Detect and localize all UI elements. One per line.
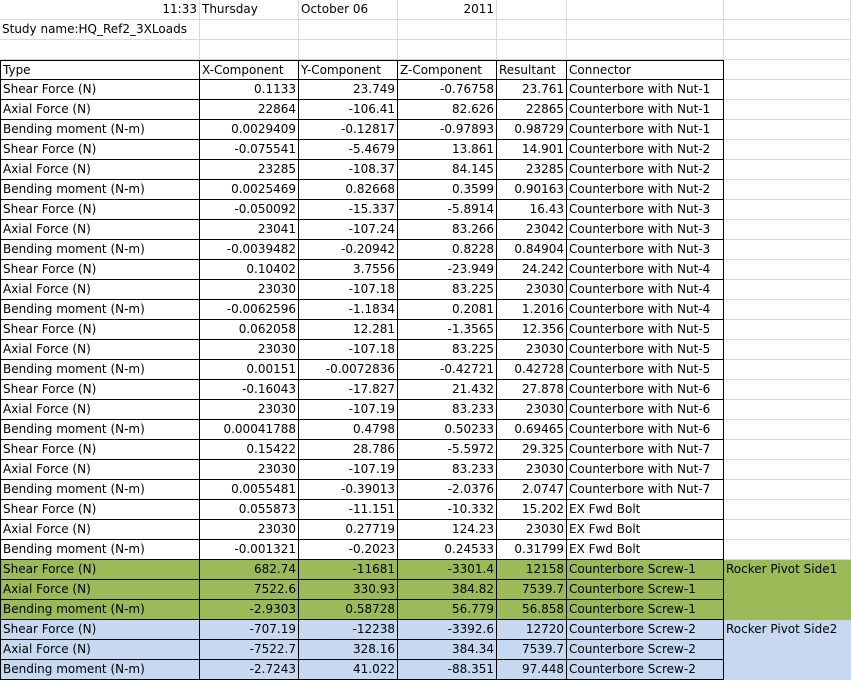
resultant-cell[interactable]: 97.448 [497,660,567,680]
empty-cell[interactable] [497,20,567,40]
type-cell[interactable]: Axial Force (N) [0,460,200,480]
z-component-cell[interactable]: 0.24533 [398,540,497,560]
z-component-cell[interactable]: 384.82 [398,580,497,600]
type-cell[interactable]: Shear Force (N) [0,500,200,520]
y-component-cell[interactable]: -107.19 [299,400,398,420]
study-name-cell[interactable]: Study name:HQ_Ref2_3XLoads [0,20,200,40]
y-component-cell[interactable]: -0.20942 [299,240,398,260]
type-cell[interactable]: Axial Force (N) [0,100,200,120]
resultant-cell[interactable]: 23030 [497,520,567,540]
x-component-cell[interactable]: 23041 [200,220,299,240]
y-component-cell[interactable]: 0.82668 [299,180,398,200]
type-cell[interactable]: Shear Force (N) [0,80,200,100]
connector-cell[interactable]: Counterbore with Nut-7 [567,460,724,480]
empty-cell[interactable] [567,0,724,20]
type-cell[interactable]: Bending moment (N-m) [0,120,200,140]
empty-cell[interactable] [724,400,851,420]
resultant-cell[interactable]: 23.761 [497,80,567,100]
x-component-cell[interactable]: 23030 [200,400,299,420]
connector-cell[interactable]: Counterbore with Nut-6 [567,400,724,420]
connector-cell[interactable]: Counterbore with Nut-4 [567,300,724,320]
empty-cell[interactable] [724,160,851,180]
empty-cell[interactable] [724,320,851,340]
z-component-cell[interactable]: -0.42721 [398,360,497,380]
time-cell[interactable]: 11:33 [0,0,200,20]
resultant-cell[interactable]: 29.325 [497,440,567,460]
y-component-cell[interactable]: -0.39013 [299,480,398,500]
z-component-cell[interactable]: 21.432 [398,380,497,400]
resultant-cell[interactable]: 0.42728 [497,360,567,380]
empty-cell[interactable] [398,40,497,60]
y-component-cell[interactable]: 41.022 [299,660,398,680]
x-component-cell[interactable]: -0.0039482 [200,240,299,260]
x-component-cell[interactable]: 0.00041788 [200,420,299,440]
y-component-cell[interactable]: -17.827 [299,380,398,400]
y-component-cell[interactable]: 0.58728 [299,600,398,620]
group-label[interactable]: Rocker Pivot Side1 [724,560,851,580]
y-component-cell[interactable]: 328.16 [299,640,398,660]
resultant-cell[interactable]: 7539.7 [497,580,567,600]
empty-cell[interactable] [724,480,851,500]
empty-cell[interactable] [724,520,851,540]
connector-cell[interactable]: Counterbore with Nut-2 [567,160,724,180]
y-component-cell[interactable]: 3.7556 [299,260,398,280]
connector-cell[interactable]: Counterbore Screw-1 [567,560,724,580]
y-component-cell[interactable]: -107.18 [299,280,398,300]
type-cell[interactable]: Bending moment (N-m) [0,660,200,680]
x-component-cell[interactable]: 0.10402 [200,260,299,280]
connector-cell[interactable]: Counterbore Screw-2 [567,620,724,640]
group-label-fill[interactable] [724,600,851,620]
x-component-cell[interactable]: -0.0062596 [200,300,299,320]
resultant-cell[interactable]: 22865 [497,100,567,120]
type-cell[interactable]: Axial Force (N) [0,400,200,420]
empty-cell[interactable] [724,240,851,260]
resultant-cell[interactable]: 0.69465 [497,420,567,440]
type-cell[interactable]: Shear Force (N) [0,380,200,400]
y-component-cell[interactable]: -12238 [299,620,398,640]
connector-cell[interactable]: Counterbore with Nut-7 [567,440,724,460]
z-component-cell[interactable]: -3392.6 [398,620,497,640]
y-component-cell[interactable]: 12.281 [299,320,398,340]
type-cell[interactable]: Axial Force (N) [0,220,200,240]
z-component-cell[interactable]: 83.233 [398,460,497,480]
resultant-cell[interactable]: 24.242 [497,260,567,280]
type-cell[interactable]: Shear Force (N) [0,200,200,220]
x-component-cell[interactable]: 0.1133 [200,80,299,100]
connector-cell[interactable]: Counterbore with Nut-5 [567,320,724,340]
resultant-cell[interactable]: 23030 [497,460,567,480]
empty-cell[interactable] [724,500,851,520]
type-cell[interactable]: Axial Force (N) [0,640,200,660]
empty-cell[interactable] [724,420,851,440]
y-component-cell[interactable]: -11681 [299,560,398,580]
connector-cell[interactable]: EX Fwd Bolt [567,520,724,540]
z-component-cell[interactable]: 0.2081 [398,300,497,320]
resultant-cell[interactable]: 16.43 [497,200,567,220]
resultant-cell[interactable]: 23285 [497,160,567,180]
type-cell[interactable]: Axial Force (N) [0,280,200,300]
y-component-cell[interactable]: 0.27719 [299,520,398,540]
x-component-cell[interactable]: -0.050092 [200,200,299,220]
type-cell[interactable]: Axial Force (N) [0,160,200,180]
z-component-cell[interactable]: 0.8228 [398,240,497,260]
type-cell[interactable]: Shear Force (N) [0,620,200,640]
empty-cell[interactable] [497,0,567,20]
x-component-cell[interactable]: 23285 [200,160,299,180]
type-cell[interactable]: Shear Force (N) [0,440,200,460]
z-component-cell[interactable]: 83.225 [398,280,497,300]
type-cell[interactable]: Bending moment (N-m) [0,540,200,560]
resultant-cell[interactable]: 0.90163 [497,180,567,200]
type-cell[interactable]: Bending moment (N-m) [0,180,200,200]
resultant-cell[interactable]: 1.2016 [497,300,567,320]
group-label-fill[interactable] [724,660,851,680]
x-component-cell[interactable]: 0.062058 [200,320,299,340]
y-component-cell[interactable]: -0.0072836 [299,360,398,380]
resultant-cell[interactable]: 12158 [497,560,567,580]
y-component-cell[interactable]: -1.1834 [299,300,398,320]
y-component-cell[interactable]: -15.337 [299,200,398,220]
type-cell[interactable]: Bending moment (N-m) [0,600,200,620]
connector-cell[interactable]: Counterbore with Nut-4 [567,280,724,300]
year-cell[interactable]: 2011 [398,0,497,20]
empty-cell[interactable] [724,280,851,300]
resultant-cell[interactable]: 0.84904 [497,240,567,260]
y-component-cell[interactable]: -107.24 [299,220,398,240]
z-component-cell[interactable]: 124.23 [398,520,497,540]
y-component-cell[interactable]: 330.93 [299,580,398,600]
connector-cell[interactable]: Counterbore Screw-1 [567,600,724,620]
connector-cell[interactable]: Counterbore with Nut-6 [567,420,724,440]
resultant-cell[interactable]: 12720 [497,620,567,640]
connector-cell[interactable]: Counterbore with Nut-5 [567,340,724,360]
resultant-cell[interactable]: 23042 [497,220,567,240]
empty-cell[interactable] [724,60,851,80]
empty-cell[interactable] [724,20,851,40]
connector-cell[interactable]: Counterbore with Nut-1 [567,80,724,100]
y-component-cell[interactable]: -108.37 [299,160,398,180]
empty-cell[interactable] [724,100,851,120]
y-component-cell[interactable]: -0.2023 [299,540,398,560]
empty-cell[interactable] [567,40,724,60]
z-component-cell[interactable]: 84.145 [398,160,497,180]
connector-cell[interactable]: Counterbore with Nut-1 [567,100,724,120]
type-cell[interactable]: Axial Force (N) [0,520,200,540]
empty-cell[interactable] [724,300,851,320]
type-cell[interactable]: Shear Force (N) [0,320,200,340]
type-cell[interactable]: Axial Force (N) [0,580,200,600]
x-component-cell[interactable]: 0.0029409 [200,120,299,140]
z-component-cell[interactable]: 83.233 [398,400,497,420]
z-component-cell[interactable]: 384.34 [398,640,497,660]
empty-cell[interactable] [724,140,851,160]
type-cell[interactable]: Bending moment (N-m) [0,240,200,260]
type-cell[interactable]: Bending moment (N-m) [0,360,200,380]
z-component-cell[interactable]: -88.351 [398,660,497,680]
x-component-cell[interactable]: -0.075541 [200,140,299,160]
type-cell[interactable]: Shear Force (N) [0,260,200,280]
resultant-cell[interactable]: 15.202 [497,500,567,520]
connector-cell[interactable]: Counterbore Screw-2 [567,640,724,660]
y-component-cell[interactable]: -106.41 [299,100,398,120]
empty-cell[interactable] [724,380,851,400]
empty-cell[interactable] [398,20,497,40]
connector-cell[interactable]: Counterbore with Nut-4 [567,260,724,280]
x-component-cell[interactable]: 0.0055481 [200,480,299,500]
connector-cell[interactable]: Counterbore with Nut-1 [567,120,724,140]
z-component-cell[interactable]: 56.779 [398,600,497,620]
z-component-cell[interactable]: -2.0376 [398,480,497,500]
type-cell[interactable]: Shear Force (N) [0,140,200,160]
x-component-cell[interactable]: -0.16043 [200,380,299,400]
type-cell[interactable]: Axial Force (N) [0,340,200,360]
connector-cell[interactable]: EX Fwd Bolt [567,540,724,560]
resultant-cell[interactable]: 23030 [497,400,567,420]
empty-cell[interactable] [497,40,567,60]
resultant-cell[interactable]: 56.858 [497,600,567,620]
empty-cell[interactable] [200,20,299,40]
z-component-cell[interactable]: 83.225 [398,340,497,360]
x-component-cell[interactable]: 682.74 [200,560,299,580]
type-cell[interactable]: Shear Force (N) [0,560,200,580]
connector-cell[interactable]: Counterbore Screw-1 [567,580,724,600]
z-component-cell[interactable]: -5.5972 [398,440,497,460]
type-cell[interactable]: Bending moment (N-m) [0,420,200,440]
group-label-fill[interactable] [724,640,851,660]
y-component-cell[interactable]: -5.4679 [299,140,398,160]
empty-cell[interactable] [567,20,724,40]
date-cell[interactable]: October 06 [299,0,398,20]
connector-cell[interactable]: Counterbore with Nut-2 [567,180,724,200]
x-component-cell[interactable]: 23030 [200,460,299,480]
empty-cell[interactable] [200,40,299,60]
z-component-cell[interactable]: -0.76758 [398,80,497,100]
z-component-cell[interactable]: -3301.4 [398,560,497,580]
empty-cell[interactable] [724,340,851,360]
x-component-cell[interactable]: 23030 [200,280,299,300]
y-component-cell[interactable]: 28.786 [299,440,398,460]
resultant-cell[interactable]: 12.356 [497,320,567,340]
connector-cell[interactable]: Counterbore with Nut-3 [567,240,724,260]
z-component-cell[interactable]: -0.97893 [398,120,497,140]
x-component-cell[interactable]: -2.7243 [200,660,299,680]
y-component-cell[interactable]: -11.151 [299,500,398,520]
z-component-cell[interactable]: -10.332 [398,500,497,520]
type-cell[interactable]: Bending moment (N-m) [0,300,200,320]
empty-cell[interactable] [724,200,851,220]
connector-cell[interactable]: Counterbore with Nut-3 [567,200,724,220]
x-component-cell[interactable]: -707.19 [200,620,299,640]
x-component-cell[interactable]: 0.15422 [200,440,299,460]
column-header-connector[interactable]: Connector [567,60,724,80]
connector-cell[interactable]: Counterbore with Nut-2 [567,140,724,160]
y-component-cell[interactable]: -0.12817 [299,120,398,140]
column-header-x[interactable]: X-Component [200,60,299,80]
resultant-cell[interactable]: 27.878 [497,380,567,400]
empty-cell[interactable] [724,260,851,280]
empty-cell[interactable] [299,40,398,60]
y-component-cell[interactable]: 23.749 [299,80,398,100]
column-header-z[interactable]: Z-Component [398,60,497,80]
x-component-cell[interactable]: 22864 [200,100,299,120]
connector-cell[interactable]: Counterbore with Nut-5 [567,360,724,380]
empty-cell[interactable] [0,40,200,60]
empty-cell[interactable] [724,220,851,240]
connector-cell[interactable]: EX Fwd Bolt [567,500,724,520]
connector-cell[interactable]: Counterbore with Nut-3 [567,220,724,240]
resultant-cell[interactable]: 2.0747 [497,480,567,500]
x-component-cell[interactable]: 0.00151 [200,360,299,380]
z-component-cell[interactable]: -1.3565 [398,320,497,340]
y-component-cell[interactable]: -107.19 [299,460,398,480]
resultant-cell[interactable]: 0.98729 [497,120,567,140]
z-component-cell[interactable]: 82.626 [398,100,497,120]
empty-cell[interactable] [724,540,851,560]
empty-cell[interactable] [724,440,851,460]
x-component-cell[interactable]: 0.055873 [200,500,299,520]
connector-cell[interactable]: Counterbore Screw-2 [567,660,724,680]
column-header-resultant[interactable]: Resultant [497,60,567,80]
z-component-cell[interactable]: 0.3599 [398,180,497,200]
x-component-cell[interactable]: -0.001321 [200,540,299,560]
y-component-cell[interactable]: -107.18 [299,340,398,360]
empty-cell[interactable] [299,20,398,40]
x-component-cell[interactable]: -7522.7 [200,640,299,660]
group-label-fill[interactable] [724,580,851,600]
resultant-cell[interactable]: 0.31799 [497,540,567,560]
z-component-cell[interactable]: 13.861 [398,140,497,160]
empty-cell[interactable] [724,40,851,60]
empty-cell[interactable] [724,360,851,380]
x-component-cell[interactable]: 0.0025469 [200,180,299,200]
x-component-cell[interactable]: 23030 [200,340,299,360]
z-component-cell[interactable]: 0.50233 [398,420,497,440]
x-component-cell[interactable]: 23030 [200,520,299,540]
empty-cell[interactable] [724,120,851,140]
group-label[interactable]: Rocker Pivot Side2 [724,620,851,640]
z-component-cell[interactable]: 83.266 [398,220,497,240]
resultant-cell[interactable]: 23030 [497,340,567,360]
empty-cell[interactable] [724,180,851,200]
resultant-cell[interactable]: 23030 [497,280,567,300]
connector-cell[interactable]: Counterbore with Nut-6 [567,380,724,400]
empty-cell[interactable] [724,80,851,100]
x-component-cell[interactable]: 7522.6 [200,580,299,600]
type-cell[interactable]: Bending moment (N-m) [0,480,200,500]
resultant-cell[interactable]: 7539.7 [497,640,567,660]
connector-cell[interactable]: Counterbore with Nut-7 [567,480,724,500]
resultant-cell[interactable]: 14.901 [497,140,567,160]
z-component-cell[interactable]: -5.8914 [398,200,497,220]
y-component-cell[interactable]: 0.4798 [299,420,398,440]
column-header-type[interactable]: Type [0,60,200,80]
empty-cell[interactable] [724,0,851,20]
empty-cell[interactable] [724,460,851,480]
x-component-cell[interactable]: -2.9303 [200,600,299,620]
column-header-y[interactable]: Y-Component [299,60,398,80]
day-cell[interactable]: Thursday [200,0,299,20]
z-component-cell[interactable]: -23.949 [398,260,497,280]
